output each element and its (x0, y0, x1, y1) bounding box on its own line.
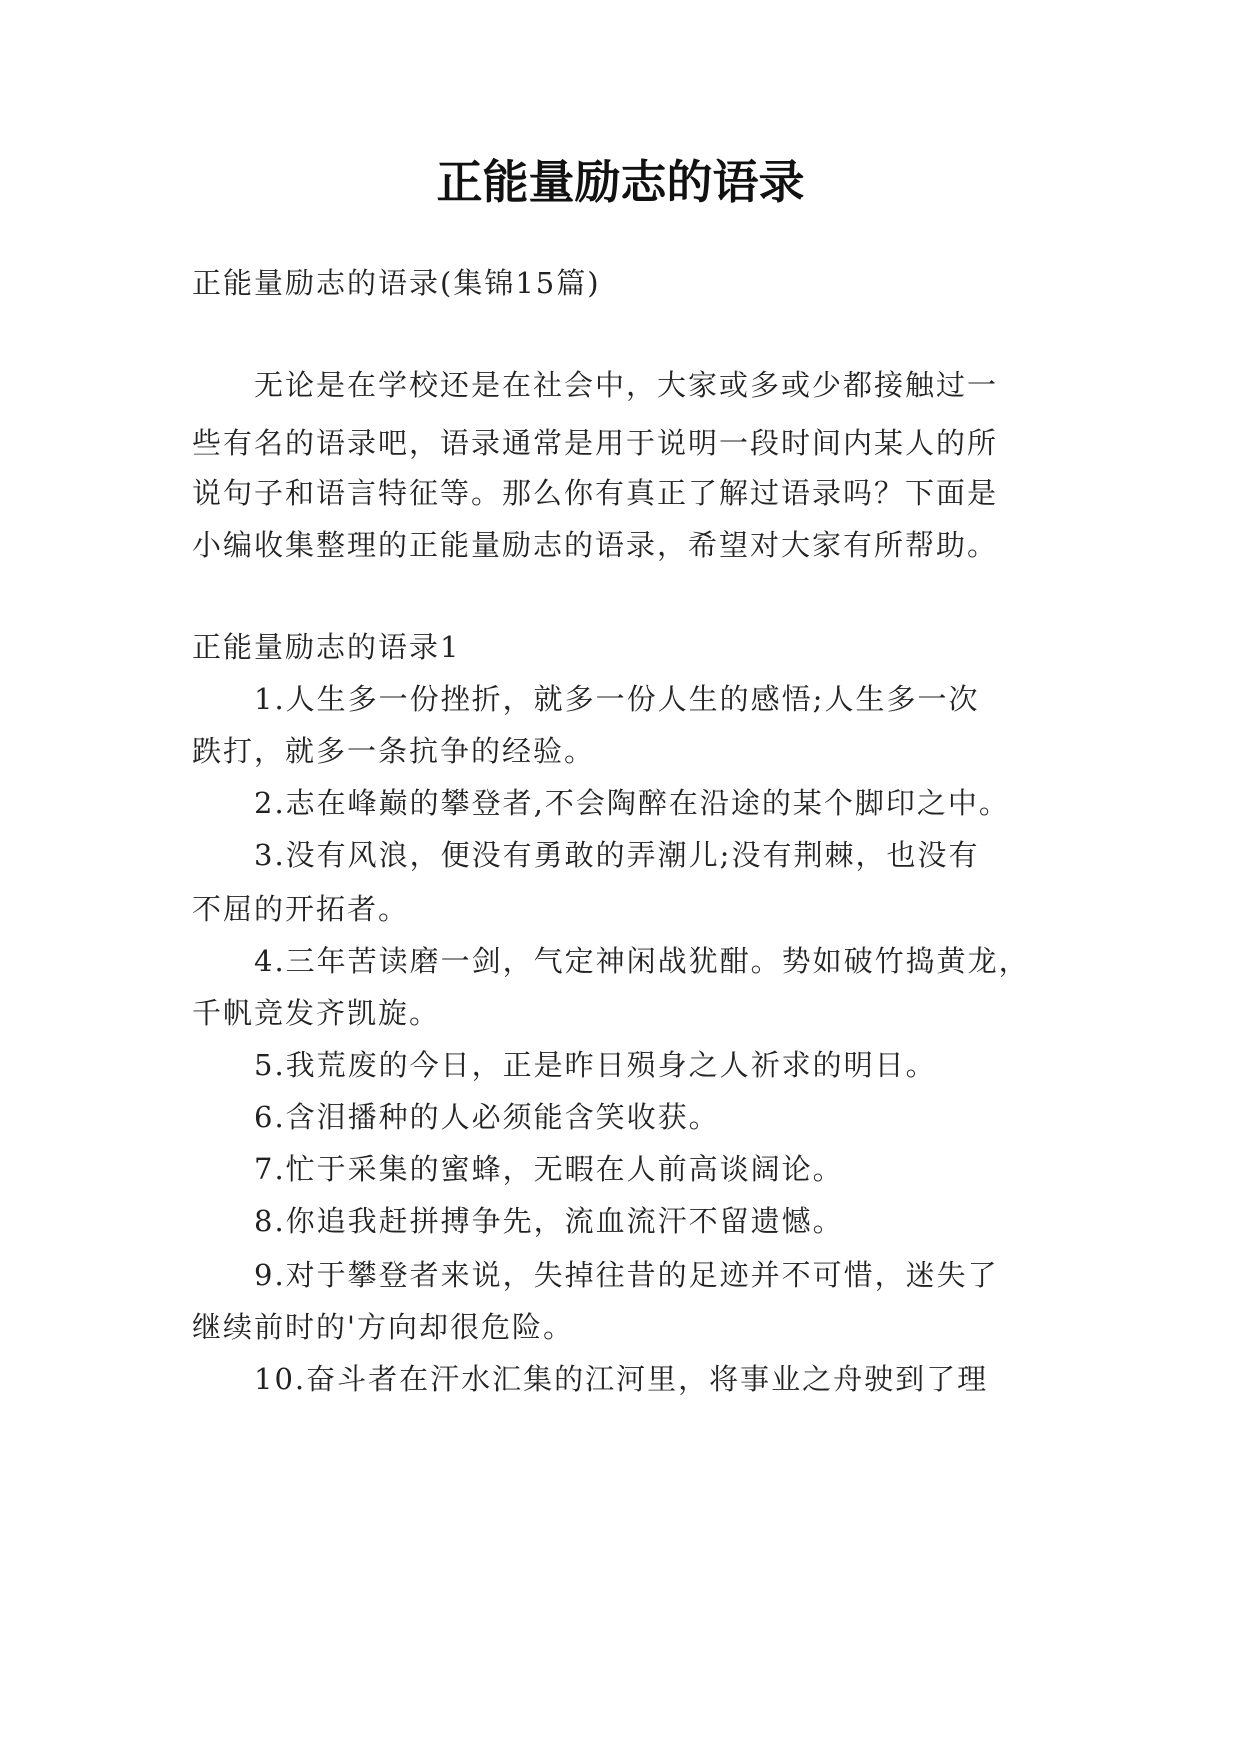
list-item-line: 1.人生多一份挫折，就多一份人生的感悟;人生多一次 (254, 682, 980, 716)
list-item-line: 4.三年苦读磨一剑，气定神闲战犹酣。势如破竹捣黄龙， (254, 944, 1030, 978)
list-item-line: 10.奋斗者在汗水汇集的江河里，将事业之舟驶到了理 (254, 1362, 989, 1396)
intro-line-1: 无论是在学校还是在社会中，大家或多或少都接触过一 (254, 368, 999, 402)
list-item-line: 千帆竞发齐凯旋。 (192, 996, 441, 1030)
list-item-line: 3.没有风浪，便没有勇敢的弄潮儿;没有荆棘，也没有 (254, 838, 980, 872)
intro-line-3: 说句子和语言特征等。那么你有真正了解过语录吗？下面是 (192, 476, 999, 510)
document-subtitle: 正能量励志的语录(集锦15篇) (192, 266, 601, 300)
list-item-line: 继续前时的'方向却很危险。 (192, 1310, 574, 1344)
list-item-line: 不屈的开拓者。 (192, 892, 410, 926)
list-item-line: 5.我荒废的今日，正是昨日殒身之人祈求的明日。 (254, 1048, 937, 1082)
intro-line-4: 小编收集整理的正能量励志的语录，希望对大家有所帮助。 (192, 528, 999, 562)
intro-line-2: 些有名的语录吧，语录通常是用于说明一段时间内某人的所 (192, 426, 999, 460)
list-item-line: 2.志在峰巅的攀登者,不会陶醉在沿途的某个脚印之中。 (254, 786, 1010, 820)
document-title: 正能量励志的语录 (436, 155, 805, 209)
list-item-line: 8.你追我赶拼搏争先，流血流汗不留遗憾。 (254, 1204, 844, 1238)
list-item-line: 9.对于攀登者来说，失掉往昔的足迹并不可惜，迷失了 (254, 1258, 999, 1292)
list-item-line: 跌打，就多一条抗争的经验。 (192, 734, 596, 768)
list-item-line: 6.含泪播种的人必须能含笑收获。 (254, 1100, 720, 1134)
section-heading: 正能量励志的语录1 (192, 630, 461, 664)
list-item-line: 7.忙于采集的蜜蜂，无暇在人前高谈阔论。 (254, 1152, 844, 1186)
